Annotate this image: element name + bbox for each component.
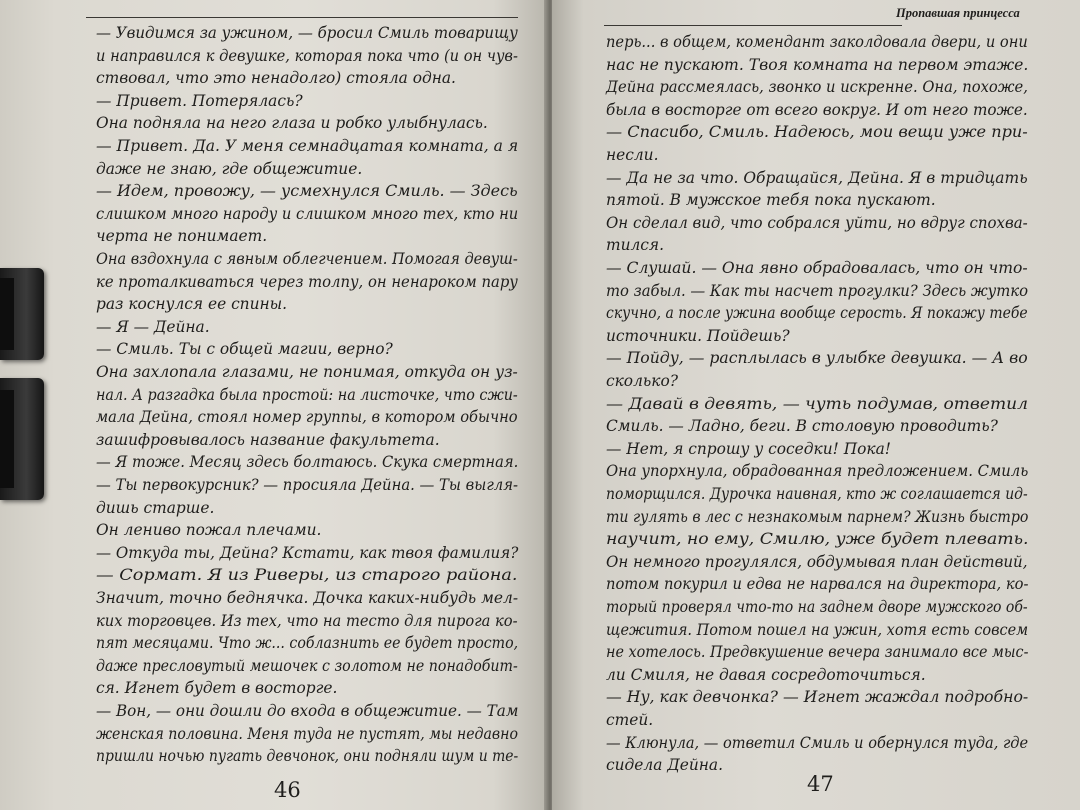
text-line: — Вон, — они дошли до входа в общежитие. — Там bbox=[96, 702, 519, 720]
text-line: даже не знаю, где общежитие. bbox=[96, 159, 363, 178]
text-line: пятой. В мужское тебя пока пускают. bbox=[606, 191, 936, 210]
text-line: — Давай в девять, — чуть подумав, ответил bbox=[606, 394, 1028, 413]
text-line: несли. bbox=[606, 146, 659, 164]
text-line: — Я тоже. Месяц здесь болтаюсь. Скука смертная. bbox=[96, 453, 519, 472]
text-line: — Ты первокурсник? — просияла Дейна. — Ты выгля- bbox=[96, 476, 519, 494]
text-line: то забыл. — Как ты насчет прогулки? Здесь жутко bbox=[606, 281, 1029, 300]
text-line: — Да не за что. Обращайся, Дейна. Я в тридцать bbox=[606, 168, 1028, 187]
text-line: Смиль. — Ладно, беги. В столовую проводить? bbox=[606, 417, 998, 436]
text-line: Она подняла на него глаза и робко улыбнулась. bbox=[96, 114, 488, 133]
text-line: Значит, точно беднячка. Дочка каких-нибудь мел- bbox=[96, 589, 519, 607]
text-line: — Ну, как девчонка? — Игнет жаждал подробно- bbox=[606, 688, 1029, 707]
text-line: стей. bbox=[606, 711, 654, 729]
text-line: не хотелось. Предвкушение вечера занимало все мыс- bbox=[606, 643, 1029, 662]
text-line: была в восторге от всего вокруг. И от него тоже. bbox=[606, 100, 1028, 119]
text-line: потом покурил и едва не нарвался на директора, ко- bbox=[606, 575, 1029, 594]
running-head: Пропавшая принцесса bbox=[896, 6, 1020, 20]
text-line: ся. Игнет будет в восторге. bbox=[96, 679, 338, 698]
text-line: — Нет, я спрошу у соседки! Пока! bbox=[606, 439, 891, 458]
text-line: ли Смиля, не давая сосредоточиться. bbox=[606, 665, 926, 684]
text-line: зашифровывалось название факультета. bbox=[96, 430, 440, 449]
text-line: пят месяцами. Что ж... соблазнить ее будет просто, bbox=[96, 634, 519, 653]
binder-clip-upper bbox=[0, 268, 44, 360]
left-page-number: 46 bbox=[274, 778, 301, 802]
text-line: источники. Пойдешь? bbox=[606, 326, 790, 345]
text-line: — Клюнула, — ответил Смиль и обернулся туда, где bbox=[606, 733, 1029, 752]
right-page-number: 47 bbox=[807, 772, 834, 796]
text-line: Он лениво пожал плечами. bbox=[96, 521, 322, 540]
text-line: Дейна рассмеялась, звонко и искренне. Она, похоже, bbox=[606, 78, 1028, 97]
text-line: даже пресловутый мешочек с золотом не понадобит- bbox=[96, 656, 518, 675]
text-line: женская половина. Меня туда не пустят, мы недавно bbox=[96, 724, 518, 743]
text-line: поморщился. Дурочка наивная, кто ж соглашается ид- bbox=[606, 485, 1028, 503]
right-page bbox=[552, 0, 1080, 810]
text-line: торый проверял что-то на заднем дворе мужского об- bbox=[606, 598, 1028, 616]
text-line: — Пойду, — расплылась в улыбке девушка. — А во bbox=[606, 349, 1028, 368]
text-line: — Смиль. Ты с общей магии, верно? bbox=[96, 340, 393, 359]
text-line: нал. А разгадка была простой: на листочке, что сжи- bbox=[96, 385, 518, 404]
text-line: скучно, а после ужина вообще серость. Я покажу тебе bbox=[606, 304, 1028, 323]
text-line: щежития. Потом пошел на ужин, хотя есть совсем bbox=[606, 620, 1029, 639]
text-line: дишь старше. bbox=[96, 498, 215, 517]
binder-clip-lower bbox=[0, 378, 44, 500]
text-line: — Сормат. Я из Риверы, из старого района. bbox=[96, 566, 518, 585]
text-line: черта не понимает. bbox=[96, 227, 268, 246]
text-line: ких торговцев. Из тех, что на тесто для пирога ко- bbox=[96, 611, 518, 630]
text-line: Он немного прогулялся, обдумывая план действий, bbox=[606, 552, 1028, 571]
text-line: и направился к девушке, которая пока что (и он чув- bbox=[96, 46, 518, 65]
text-line: научит, но ему, Смилю, уже будет плевать. bbox=[606, 530, 1029, 549]
text-line: — Увидимся за ужином, — бросил Смиль товарищу bbox=[96, 24, 518, 42]
text-line: ствовал, что это ненадолго) стояла одна. bbox=[96, 69, 456, 88]
text-line: нас не пускают. Твоя комната на первом этаже. bbox=[606, 55, 1029, 74]
text-line: слишком много народу и слишком много тех, кто ни bbox=[96, 204, 519, 223]
text-line: пришли ночью пугать девчонок, они подняли шум и те- bbox=[96, 747, 519, 766]
left-header-rule bbox=[86, 17, 518, 18]
text-line: — Слушай. — Она явно обрадовалась, что он что- bbox=[606, 259, 1028, 277]
text-line: — Я — Дейна. bbox=[96, 317, 210, 336]
text-line: перь... в общем, комендант заколдовала двери, и они bbox=[606, 33, 1028, 51]
text-line: сколько? bbox=[606, 372, 678, 390]
right-header-rule bbox=[604, 25, 902, 26]
text-line: ке проталкиваться через толпу, он ненароком пару bbox=[96, 272, 518, 291]
text-line: раз коснулся ее спины. bbox=[96, 295, 288, 314]
text-line: — Откуда ты, Дейна? Кстати, как твоя фамилия? bbox=[96, 543, 519, 562]
text-line: Она упорхнула, обрадованная предложением. Смиль bbox=[606, 462, 1029, 481]
text-line: Она вздохнула с явным облегчением. Помогая девуш- bbox=[96, 250, 518, 268]
text-line: Он сделал вид, что собрался уйти, но вдруг спохва- bbox=[606, 213, 1028, 232]
text-line: — Привет. Да. У меня семнадцатая комната, а я bbox=[96, 137, 519, 155]
text-line: Она захлопала глазами, не понимая, откуда он уз- bbox=[96, 363, 518, 381]
text-line: — Спасибо, Смиль. Надеюсь, мои вещи уже при- bbox=[606, 123, 1028, 142]
text-line: ти гулять в лес с незнакомым парнем? Жизнь быстро bbox=[606, 507, 1029, 526]
text-line: тился. bbox=[606, 236, 665, 255]
text-line: сидела Дейна. bbox=[606, 756, 724, 775]
text-line: — Привет. Потерялась? bbox=[96, 91, 303, 110]
text-line: мала Дейна, стоял номер группы, в котором обычно bbox=[96, 408, 518, 427]
text-line: — Идем, провожу, — усмехнулся Смиль. — Здесь bbox=[96, 182, 518, 201]
